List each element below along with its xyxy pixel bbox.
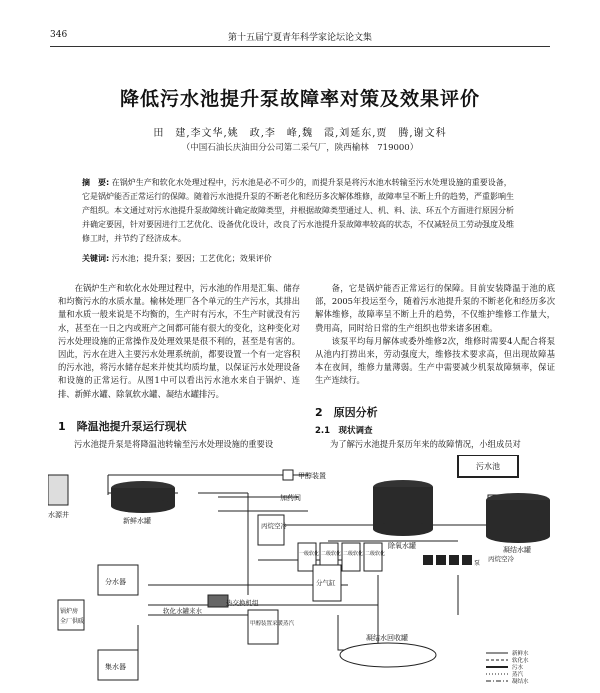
- legend-item: 蒸汽: [512, 672, 524, 678]
- propane-air-cooler-label: 丙烷空冷: [488, 555, 514, 563]
- fresh-water-tank-label: 新鲜水罐: [123, 517, 151, 525]
- fresh-water-tank-bottom: [111, 499, 175, 513]
- keywords-text: 污水池；提升泵；要因；工艺优化；效果评价: [111, 254, 272, 263]
- condensate-recovery-label: 凝结水回收罐: [366, 634, 408, 642]
- pump-1-icon: [423, 555, 433, 565]
- legend-item: 新鲜水: [512, 651, 529, 657]
- keywords: [82, 253, 518, 264]
- right-paragraph-1: 备，它是锅炉能否正常运行的保障。目前安装降温于池的底部，2005年投运至今，随着污水池提升泵的不断老化和经历多次解体维修，故障率呈不断上升的趋势，不仅维护维修工作量大，费用高，同时给日常的生产组织也带来诸多困难。: [315, 283, 555, 333]
- abstract-text: 在锅炉生产和软化水处理过程中，污水池是必不可少的，而提升泵是将污水池水转输至污水处理设施的重要设备，它是锅炉能否正常运行的保障。随着污水池提升泵的不断老化和经历多次解体维修，故障率呈不断上升的趋势，严重影响生产组织。本文通过对污水池提升泵故障统计确定故障类型，并根据故障类型通过人、机、料、法、环五个方面进行原因分析并确定要因，针对要因进行工艺优化、设备优化设计，改良了污水池提升泵故障率较高的状态，不仅减轻员工劳动强度及维修工时，并节约了经济成本。: [82, 178, 514, 243]
- softener-4-label: 二级软化: [365, 551, 386, 557]
- water-source-well-icon: [48, 475, 68, 505]
- legend-item: 污水: [512, 665, 524, 671]
- subsection-2-1-heading: 2.1 现状调查: [315, 426, 373, 436]
- abstract-label: 摘 要:: [82, 178, 110, 187]
- methanol-heating-box: [248, 610, 278, 644]
- abstract: [82, 176, 518, 246]
- pump-4-icon: [462, 555, 472, 565]
- left-column: [58, 282, 300, 401]
- softened-water-label: 软化水罐来水: [163, 607, 202, 615]
- diagram-legend: [486, 649, 529, 685]
- journal-name: 第十五届宁夏青年科学家论坛论文集: [227, 33, 372, 43]
- section-1-text: 污水池提升泵是将降温池转输至污水处理设施的重要设: [74, 439, 274, 449]
- softener-1-label: 一级软化: [299, 551, 320, 557]
- deaerator-tank-bottom: [373, 522, 433, 536]
- deaerator-tank-label: 除氧水罐: [388, 542, 416, 550]
- air-exhaust-label: 丙烷空冷: [261, 522, 287, 530]
- propane-air-cooler-box: [258, 515, 284, 545]
- separator-label: 分气缸: [316, 579, 336, 587]
- sludge-device-box: [283, 470, 293, 480]
- right-paragraph-2: 该泵平均每月解体或委外维修2次，维修时需要4人配合将泵从池内打捞出来，劳动强度大，维修技术要求高，但出现故障基本在夜间，维修力量薄弱。生产中需要减少机泵故障频率，保证生产连续行。: [315, 335, 555, 386]
- author-list: 田 建,李文华,姚 政,李 峰,魏 霞,刘延东,贾 腾,谢文科: [153, 128, 447, 139]
- section-1-heading: 1 降温池提升泵运行现状: [58, 420, 187, 433]
- distributor-label: 分水器: [105, 578, 126, 586]
- page-number: 346: [50, 30, 68, 40]
- keywords-label: 关键词:: [82, 254, 110, 263]
- softener-3: [342, 543, 360, 571]
- water-source-well-label: 水源井: [48, 511, 69, 519]
- intro-paragraph: 在锅炉生产和软化水处理过程中，污水池的作用是汇集、储存和均衡污水的水质水量。榆林处理厂各个单元的生产污水，其排出量和水质一般来说是不均衡的，生产时有污水，不生产时就没有污水，甚至在一日之内或班产之间都可能有很大的变化，这种变化对污水处理设施的正常操作及处理效果是很不利的，甚至是有害的。因此，污水在进入主要污水处理系统前，都要设置一个有一定容积的污水池，将污水储存起来并使其均质均量，以保证污水处理设备和设施的正常运行。从图1中可以看出污水池水来自于锅炉、连排、新鲜水罐、除氧软水罐、凝结水罐排污。: [58, 283, 300, 399]
- softener-2-label: 二级软化: [321, 551, 342, 557]
- collector-label: 集水器: [105, 663, 126, 671]
- legend-item: 软化水: [512, 658, 529, 664]
- pump-2-icon: [436, 555, 446, 565]
- heat-exchanger-icon: [208, 595, 228, 607]
- softener-4: [364, 543, 382, 571]
- dosing-label: 加药间: [280, 494, 301, 502]
- sewage-pool-label: 污水池: [476, 462, 500, 471]
- heat-exchanger-label: 热交换机组: [226, 599, 259, 607]
- paper-title: 降低污水池提升泵故障率对策及效果评价: [119, 88, 480, 110]
- legend-item: 凝结水: [512, 679, 529, 685]
- section-2-heading: 2 原因分析: [315, 406, 378, 419]
- header-rule: [50, 46, 550, 47]
- sludge-device-label: 甲醇装置: [298, 472, 326, 480]
- condensate-recovery-tank: [340, 643, 436, 667]
- process-flow-diagram: [48, 455, 560, 687]
- condensate-tank-bottom: [486, 529, 550, 543]
- right-column: [315, 282, 555, 388]
- methanol-heating-label: 甲醇装置采暖蒸汽: [250, 621, 295, 627]
- boiler-room-label: 锅炉房: [60, 608, 79, 615]
- heating-label: 全厂供暖: [60, 618, 85, 625]
- boiler-room-box: [58, 600, 84, 630]
- subsection-2-1-text: 为了解污水池提升泵历年来的故障情况，小组成员对: [330, 439, 521, 449]
- pump-3-icon: [449, 555, 459, 565]
- running-header: [50, 30, 550, 44]
- softener-3-label: 二级软化: [343, 551, 364, 557]
- affiliation: （中国石油长庆油田分公司第二采气厂，陕西榆林 719000）: [181, 143, 419, 153]
- condensate-tank-label: 凝结水罐: [503, 546, 531, 554]
- pumps-label: 泵: [474, 560, 481, 567]
